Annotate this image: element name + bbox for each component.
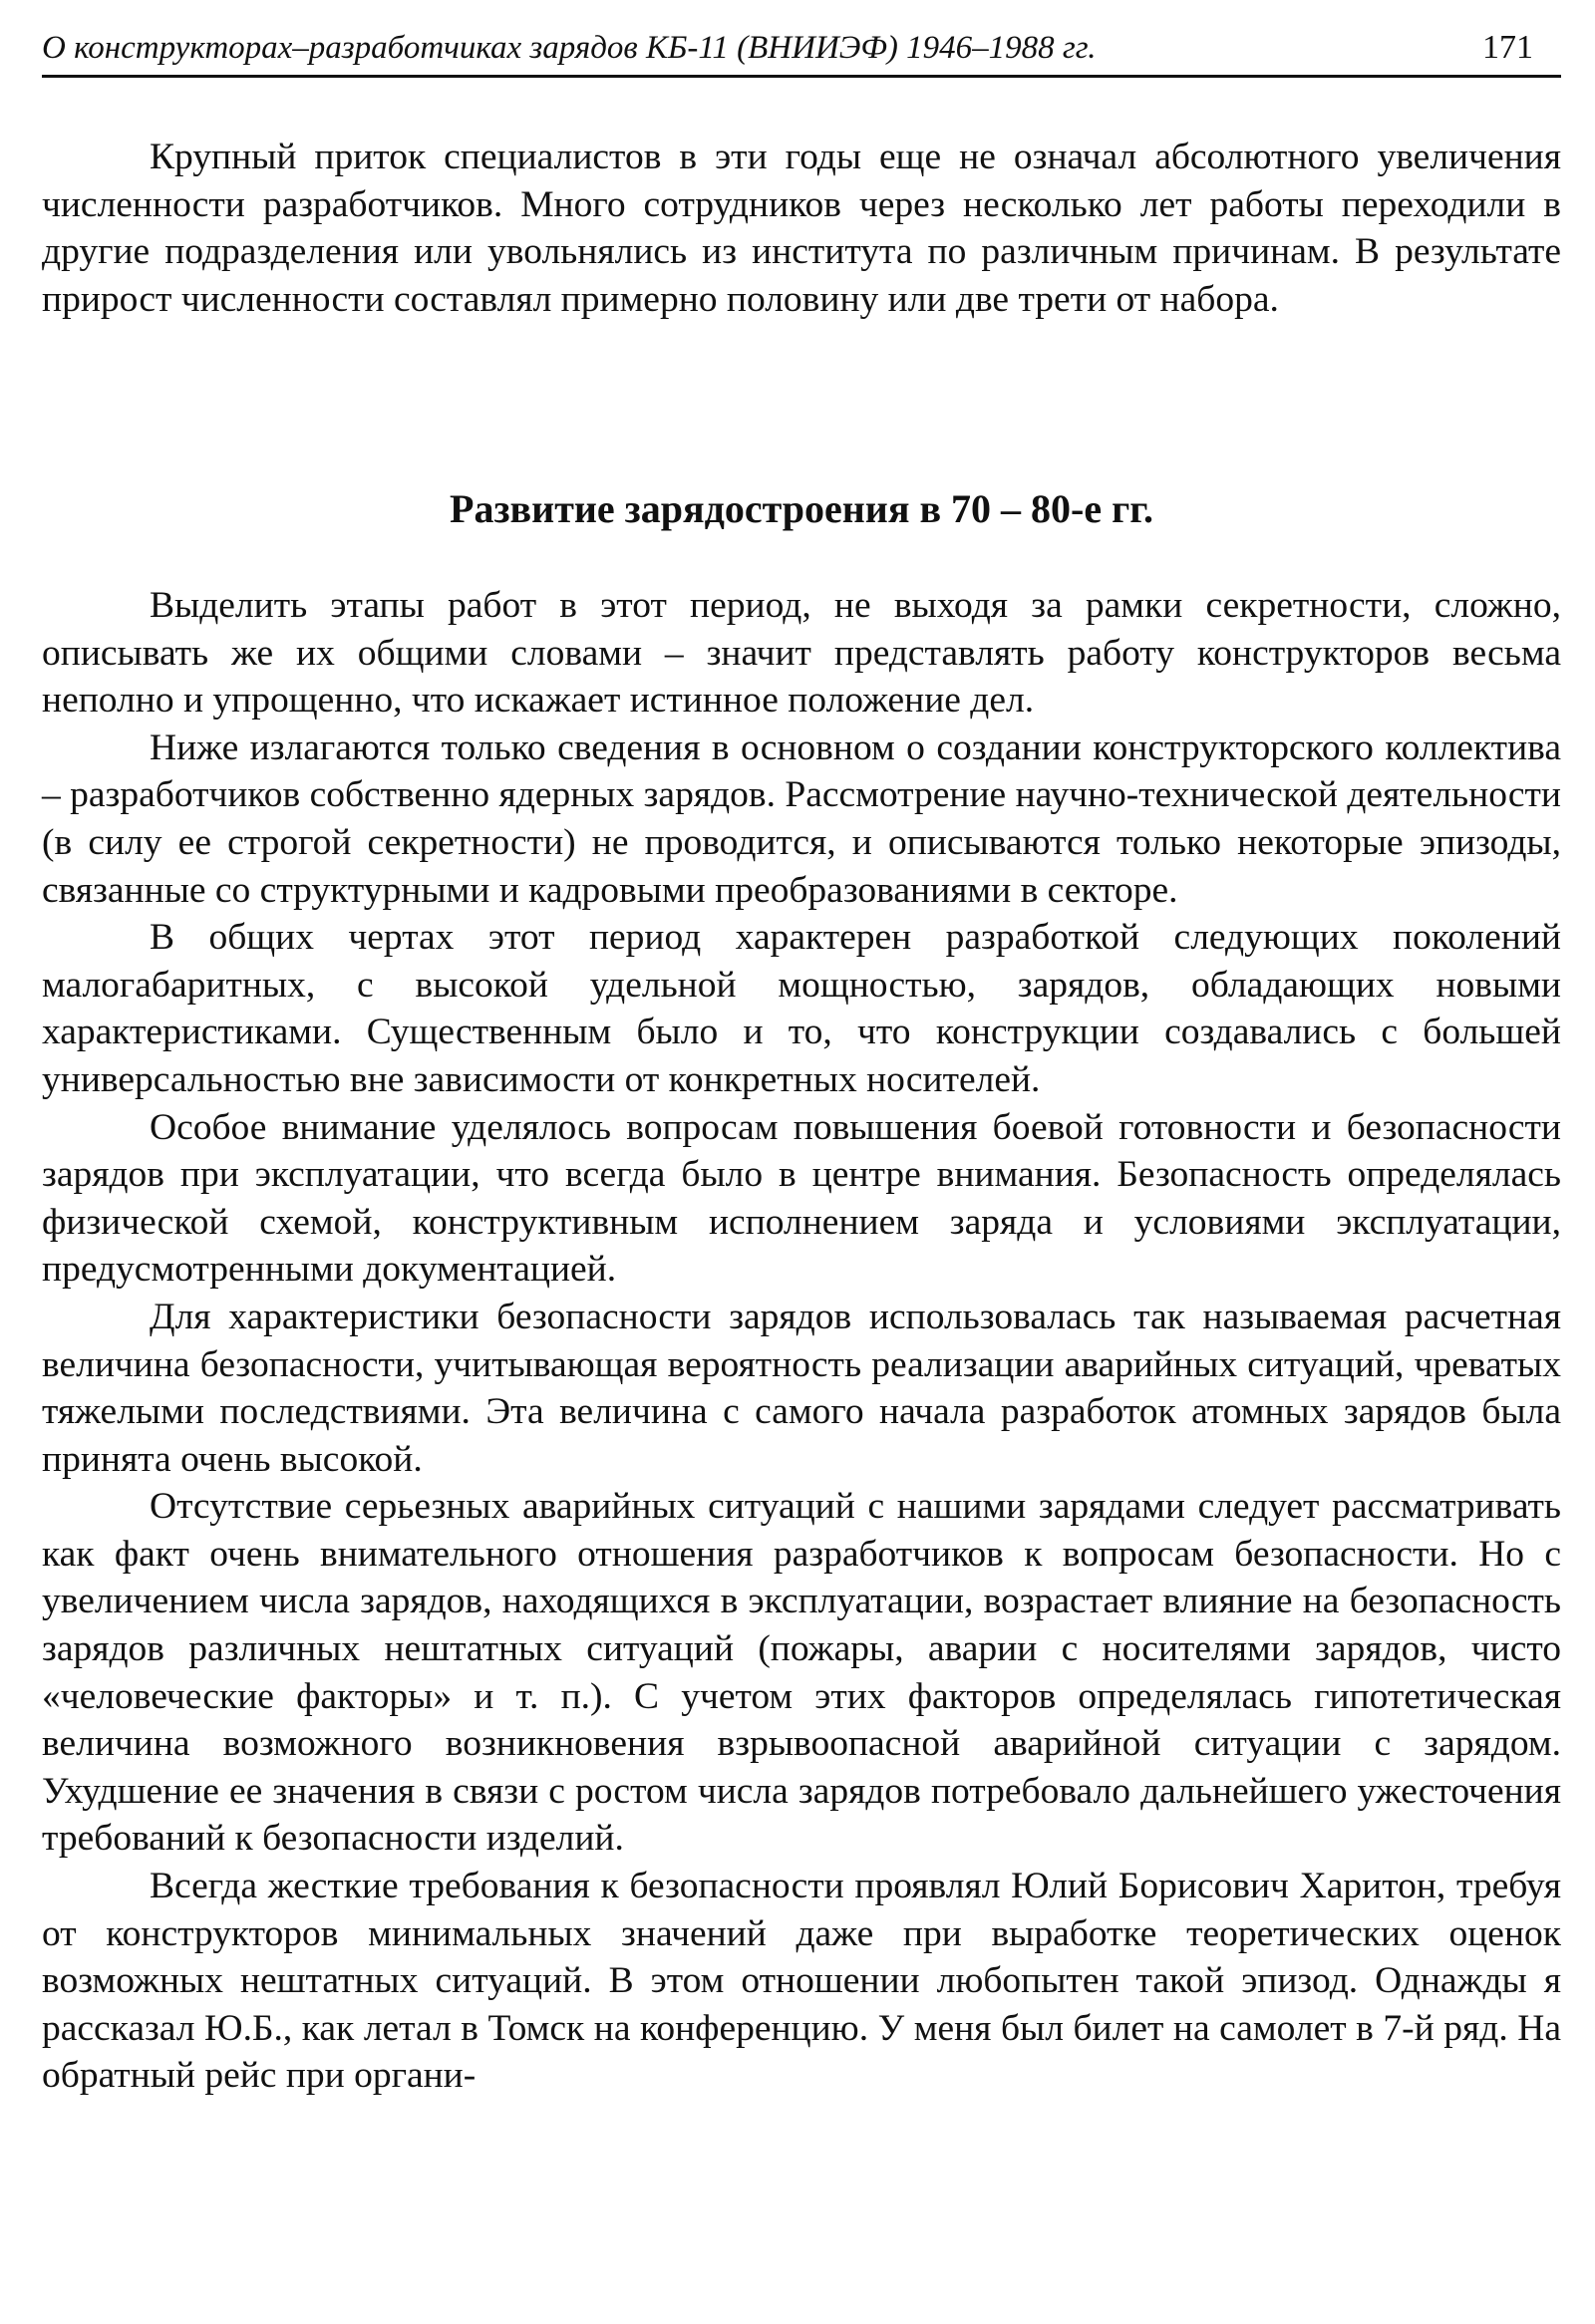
running-header xyxy=(42,22,1561,78)
intro-paragraph: Крупный приток специалистов в эти годы еще не означал абсолютного увеличения численности разработчиков. Много сотрудников через несколько лет работы переходили в другие подразделения или увольнялись из института по различным причинам. В результате прирост численности составлял примерно половину или две трети от набора. xyxy=(42,137,1561,320)
paragraph-safety-attention: Особое внимание уделялось вопросам повышения боевой готовности и безопасности зарядов при эксплуатации, что всегда было в центре внимания. Безопасность определялась физической схемой, конструктивным исполнением заряда и условиями эксплуатации, предусмотренными документацией. xyxy=(42,1106,1561,1291)
paragraph-general-features: В общих чертах этот период характерен разработкой следующих поколений малогабаритных, с высокой удельной мощностью, зарядов, обладающих новыми характеристиками. Существенным было и то, что конструкции создавались с большей универсальностью вне зависимости от конкретных носителей. xyxy=(42,917,1561,1100)
paragraph-stages: Выделить этапы работ в этот период, не выходя за рамки секретности, сложно, описывать же их общими словами – значит представлять работу конструкторов весьма неполно и упрощенно, что искажает истинное положение дел. xyxy=(42,585,1561,722)
book-page xyxy=(42,0,1561,2324)
running-header-title: О конструкторах–разработчиках зарядов КБ-11 (ВНИИЭФ) 1946–1988 гг. xyxy=(42,30,1097,66)
page-number: 171 xyxy=(1482,29,1533,66)
section-body xyxy=(42,582,1561,2100)
paragraph-collective: Ниже излагаются только сведения в основном о создании конструкторского коллектива – разработчиков собственно ядерных зарядов. Рассмотрение научно-технической деятельности (в силу ее строгой секретности) не проводится, и описываются только некоторые эпизоды, связанные со структурными и кадровыми преобразованиями в секторе. xyxy=(42,726,1561,911)
paragraph-emergencies: Отсутствие серьезных аварийных ситуаций с нашими зарядами следует рассматривать как факт очень внимательного отношения разработчиков к вопросам безопасности. Но с увеличением числа зарядов, находящихся в эксплуатации, возрастает влияние на безопасность зарядов различных нештатных ситуаций (пожары, аварии с носителями зарядов, чисто «человеческие факторы» и т. п.). С учетом этих факторов определялась гипотетическая величина возможного возникновения взрывоопасной аварийной ситуации с зарядом. Ухудшение ее значения в связи с ростом числа зарядов потребовало дальнейшего ужесточения требований к безопасности изделий. xyxy=(42,1486,1561,1860)
paragraph-safety-value: Для характеристики безопасности зарядов использовалась так называемая расчетная величина безопасности, учитывающая вероятность реализации аварийных ситуаций, чреватых тяжелыми последствиями. Эта величина с самого начала разработок атомных зарядов была принята очень высокой. xyxy=(42,1296,1561,1480)
section-heading: Развитие зарядостроения в 70 – 80-е гг. xyxy=(450,486,1153,531)
paragraph-khariton: Всегда жесткие требования к безопасности проявлял Юлий Борисович Харитон, требуя от конструкторов минимальных значений даже при выработке теоретических оценок возможных нештатных ситуаций. В этом отношении любопытен такой эпизод. Однажды я рассказал Ю.Б., как летал в Томск на конференцию. У меня был билет на самолет в 7-й ряд. На обратный рейс при органи- xyxy=(42,1866,1561,2097)
